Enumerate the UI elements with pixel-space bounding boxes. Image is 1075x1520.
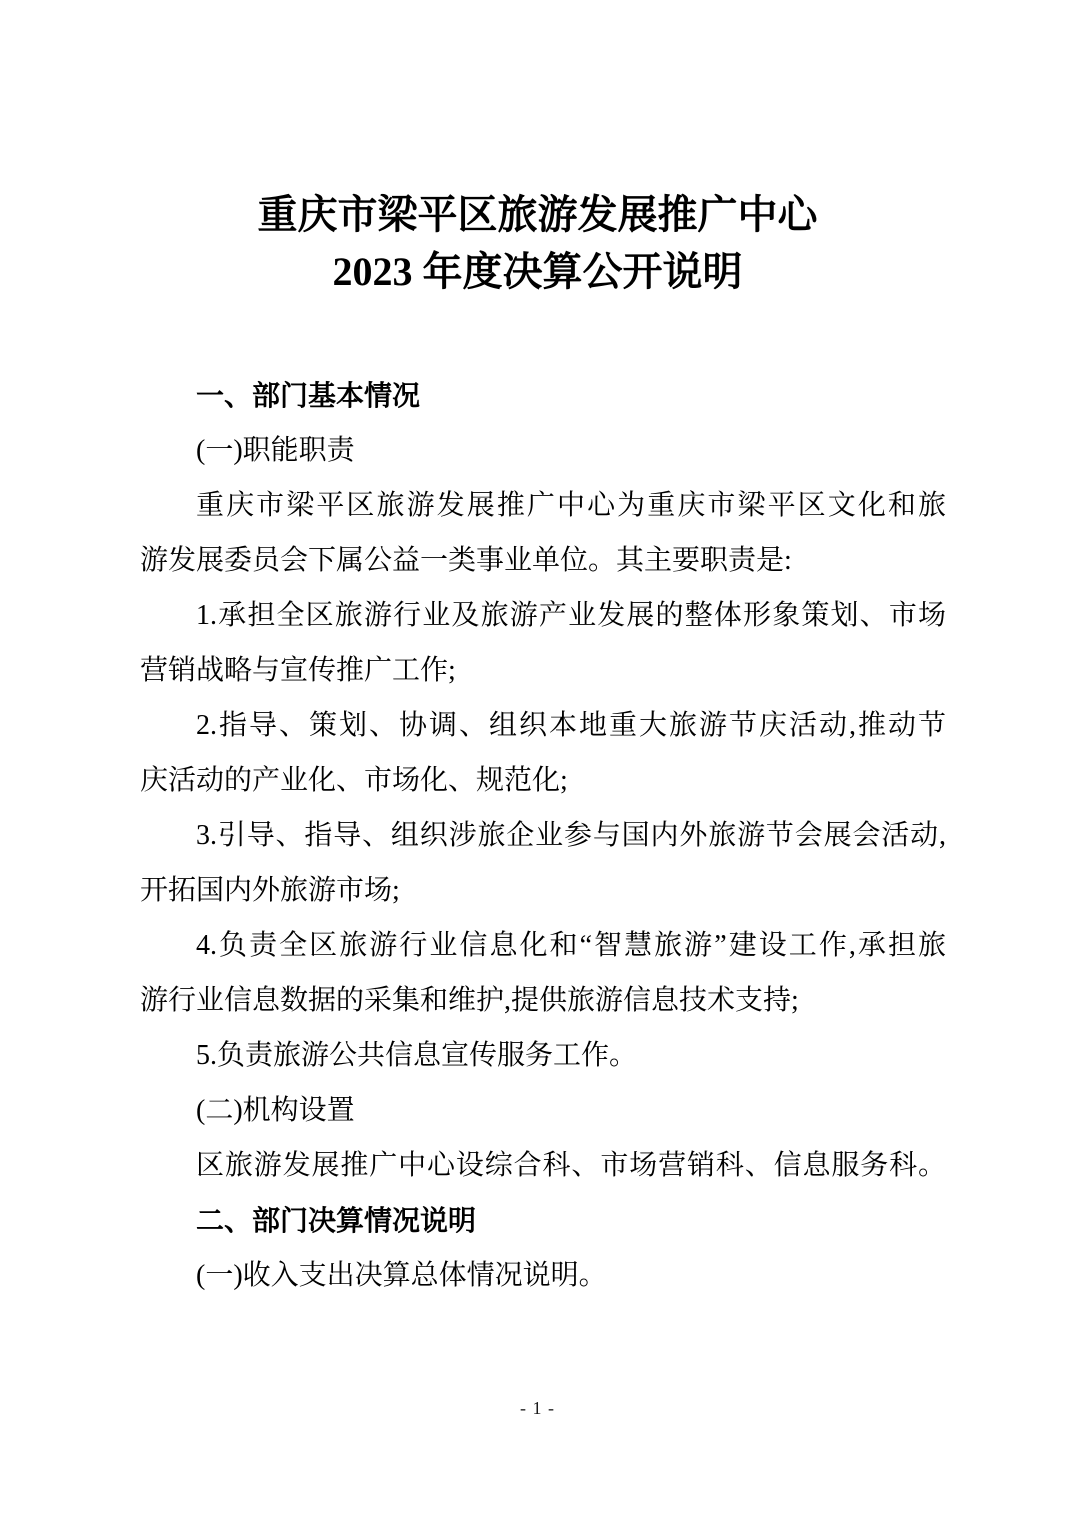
document-title xyxy=(0,0,1075,300)
paragraph-org-structure: 区旅游发展推广中心设综合科、市场营销科、信息服务科。 xyxy=(196,1150,946,1181)
duty-item-1-line-2: 营销战略与宣传推广工作; xyxy=(140,655,456,686)
subsection-heading-org-structure: (二)机构设置 xyxy=(196,1095,355,1126)
subsection-heading-duties: (一)职能职责 xyxy=(196,435,355,466)
duty-item-2-line-1: 2.指导、策划、协调、组织本地重大旅游节庆活动,推动节 xyxy=(196,710,946,741)
document-title-line-2: 2023 年度决算公开说明 xyxy=(332,249,743,294)
duty-item-3-line-1: 3.引导、指导、组织涉旅企业参与国内外旅游节会展会活动, xyxy=(196,820,946,851)
section-heading-final-accounts: 二、部门决算情况说明 xyxy=(196,1205,477,1236)
duty-item-5: 5.负责旅游公共信息宣传服务工作。 xyxy=(196,1040,638,1071)
duty-item-4-line-2: 游行业信息数据的采集和维护,提供旅游信息技术支持; xyxy=(140,985,799,1016)
document-body xyxy=(0,368,1075,1303)
duty-item-1-line-1: 1.承担全区旅游行业及旅游产业发展的整体形象策划、市场 xyxy=(196,600,946,631)
section-heading-basic-info: 一、部门基本情况 xyxy=(196,380,421,411)
page-number: - 1 - xyxy=(520,1398,555,1418)
duty-item-3-line-2: 开拓国内外旅游市场; xyxy=(140,875,400,906)
duty-item-4-line-1: 4.负责全区旅游行业信息化和“智慧旅游”建设工作,承担旅 xyxy=(196,930,946,961)
subsection-heading-revenue-expenditure: (一)收入支出决算总体情况说明。 xyxy=(196,1260,607,1291)
document-title-line-1: 重庆市梁平区旅游发展推广中心 xyxy=(257,192,818,237)
paragraph-org-intro-line-2: 游发展委员会下属公益一类事业单位。其主要职责是: xyxy=(140,545,792,576)
paragraph-org-intro-line-1: 重庆市梁平区旅游发展推广中心为重庆市梁平区文化和旅 xyxy=(196,490,946,521)
page-footer xyxy=(0,1398,1075,1419)
duty-item-2-line-2: 庆活动的产业化、市场化、规范化; xyxy=(140,765,568,796)
